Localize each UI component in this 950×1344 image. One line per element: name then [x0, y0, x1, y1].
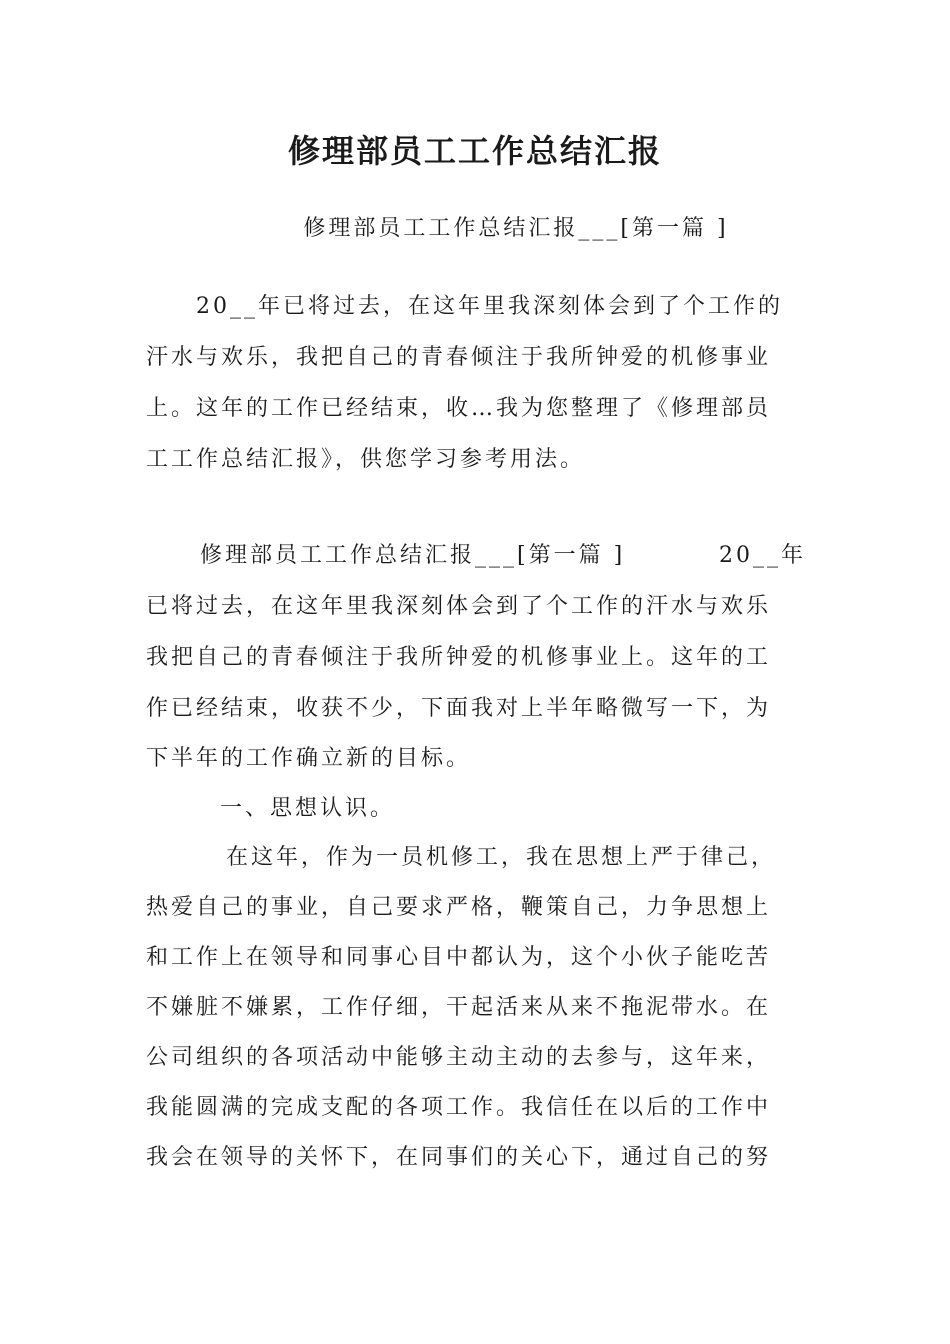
year-text: 20__年 — [719, 543, 806, 568]
paragraph-line: 已将过去，在这年里我深刻体会到了个工作的汗水与欢乐 — [146, 594, 772, 619]
paragraph-line: 公司组织的各项活动中能够主动主动的去参与，这年来， — [146, 1045, 772, 1070]
paragraph-line: 下半年的工作确立新的目标。 — [146, 746, 472, 771]
paragraph-line: 不嫌脏不嫌累，工作仔细，干起活来从来不拖泥带水。在 — [146, 995, 772, 1020]
section-heading — [146, 214, 806, 244]
paragraph-line: 工工作总结汇报》，供您学习参考用法。 — [146, 447, 586, 472]
paragraph-line: 我把自己的青春倾注于我所钟爱的机修事业上。这年的工 — [146, 645, 772, 670]
paragraph-line: 20__年已将过去，在这年里我深刻体会到了个工作的 — [196, 294, 783, 319]
paragraph-line: 汗水与欢乐，我把自己的青春倾注于我所钟爱的机修事业 — [146, 345, 772, 370]
paragraph-line: 作已经结束，收获不少，下面我对上半年略微写一下，为 — [146, 696, 772, 721]
paragraph-line: 在这年，作为一员机修工，我在思想上严于律己， — [226, 845, 777, 870]
subheading: 一、思想认识。 — [220, 796, 396, 821]
paragraph-line: 热爱自己的事业，自己要求严格，鞭策自己，力争思想上 — [146, 895, 772, 920]
section-heading-text: 修理部员工工作总结汇报___[第一篇 ] — [303, 216, 729, 241]
paragraph-line: 我会在领导的关怀下，在同事们的关心下，通过自己的努 — [146, 1145, 772, 1170]
paragraph-line: 上。这年的工作已经结束，收…我为您整理了《修理部员 — [146, 396, 772, 421]
paragraph-line: 我能圆满的完成支配的各项工作。我信任在以后的工作中 — [146, 1095, 772, 1120]
paragraph-line — [146, 541, 806, 571]
section-heading-inline: 修理部员工工作总结汇报___[第一篇 ] — [200, 543, 626, 568]
paragraph-line: 和工作上在领导和同事心目中都认为，这个小伙子能吃苦 — [146, 945, 772, 970]
document-title: 修理部员工工作总结汇报 — [287, 132, 662, 170]
